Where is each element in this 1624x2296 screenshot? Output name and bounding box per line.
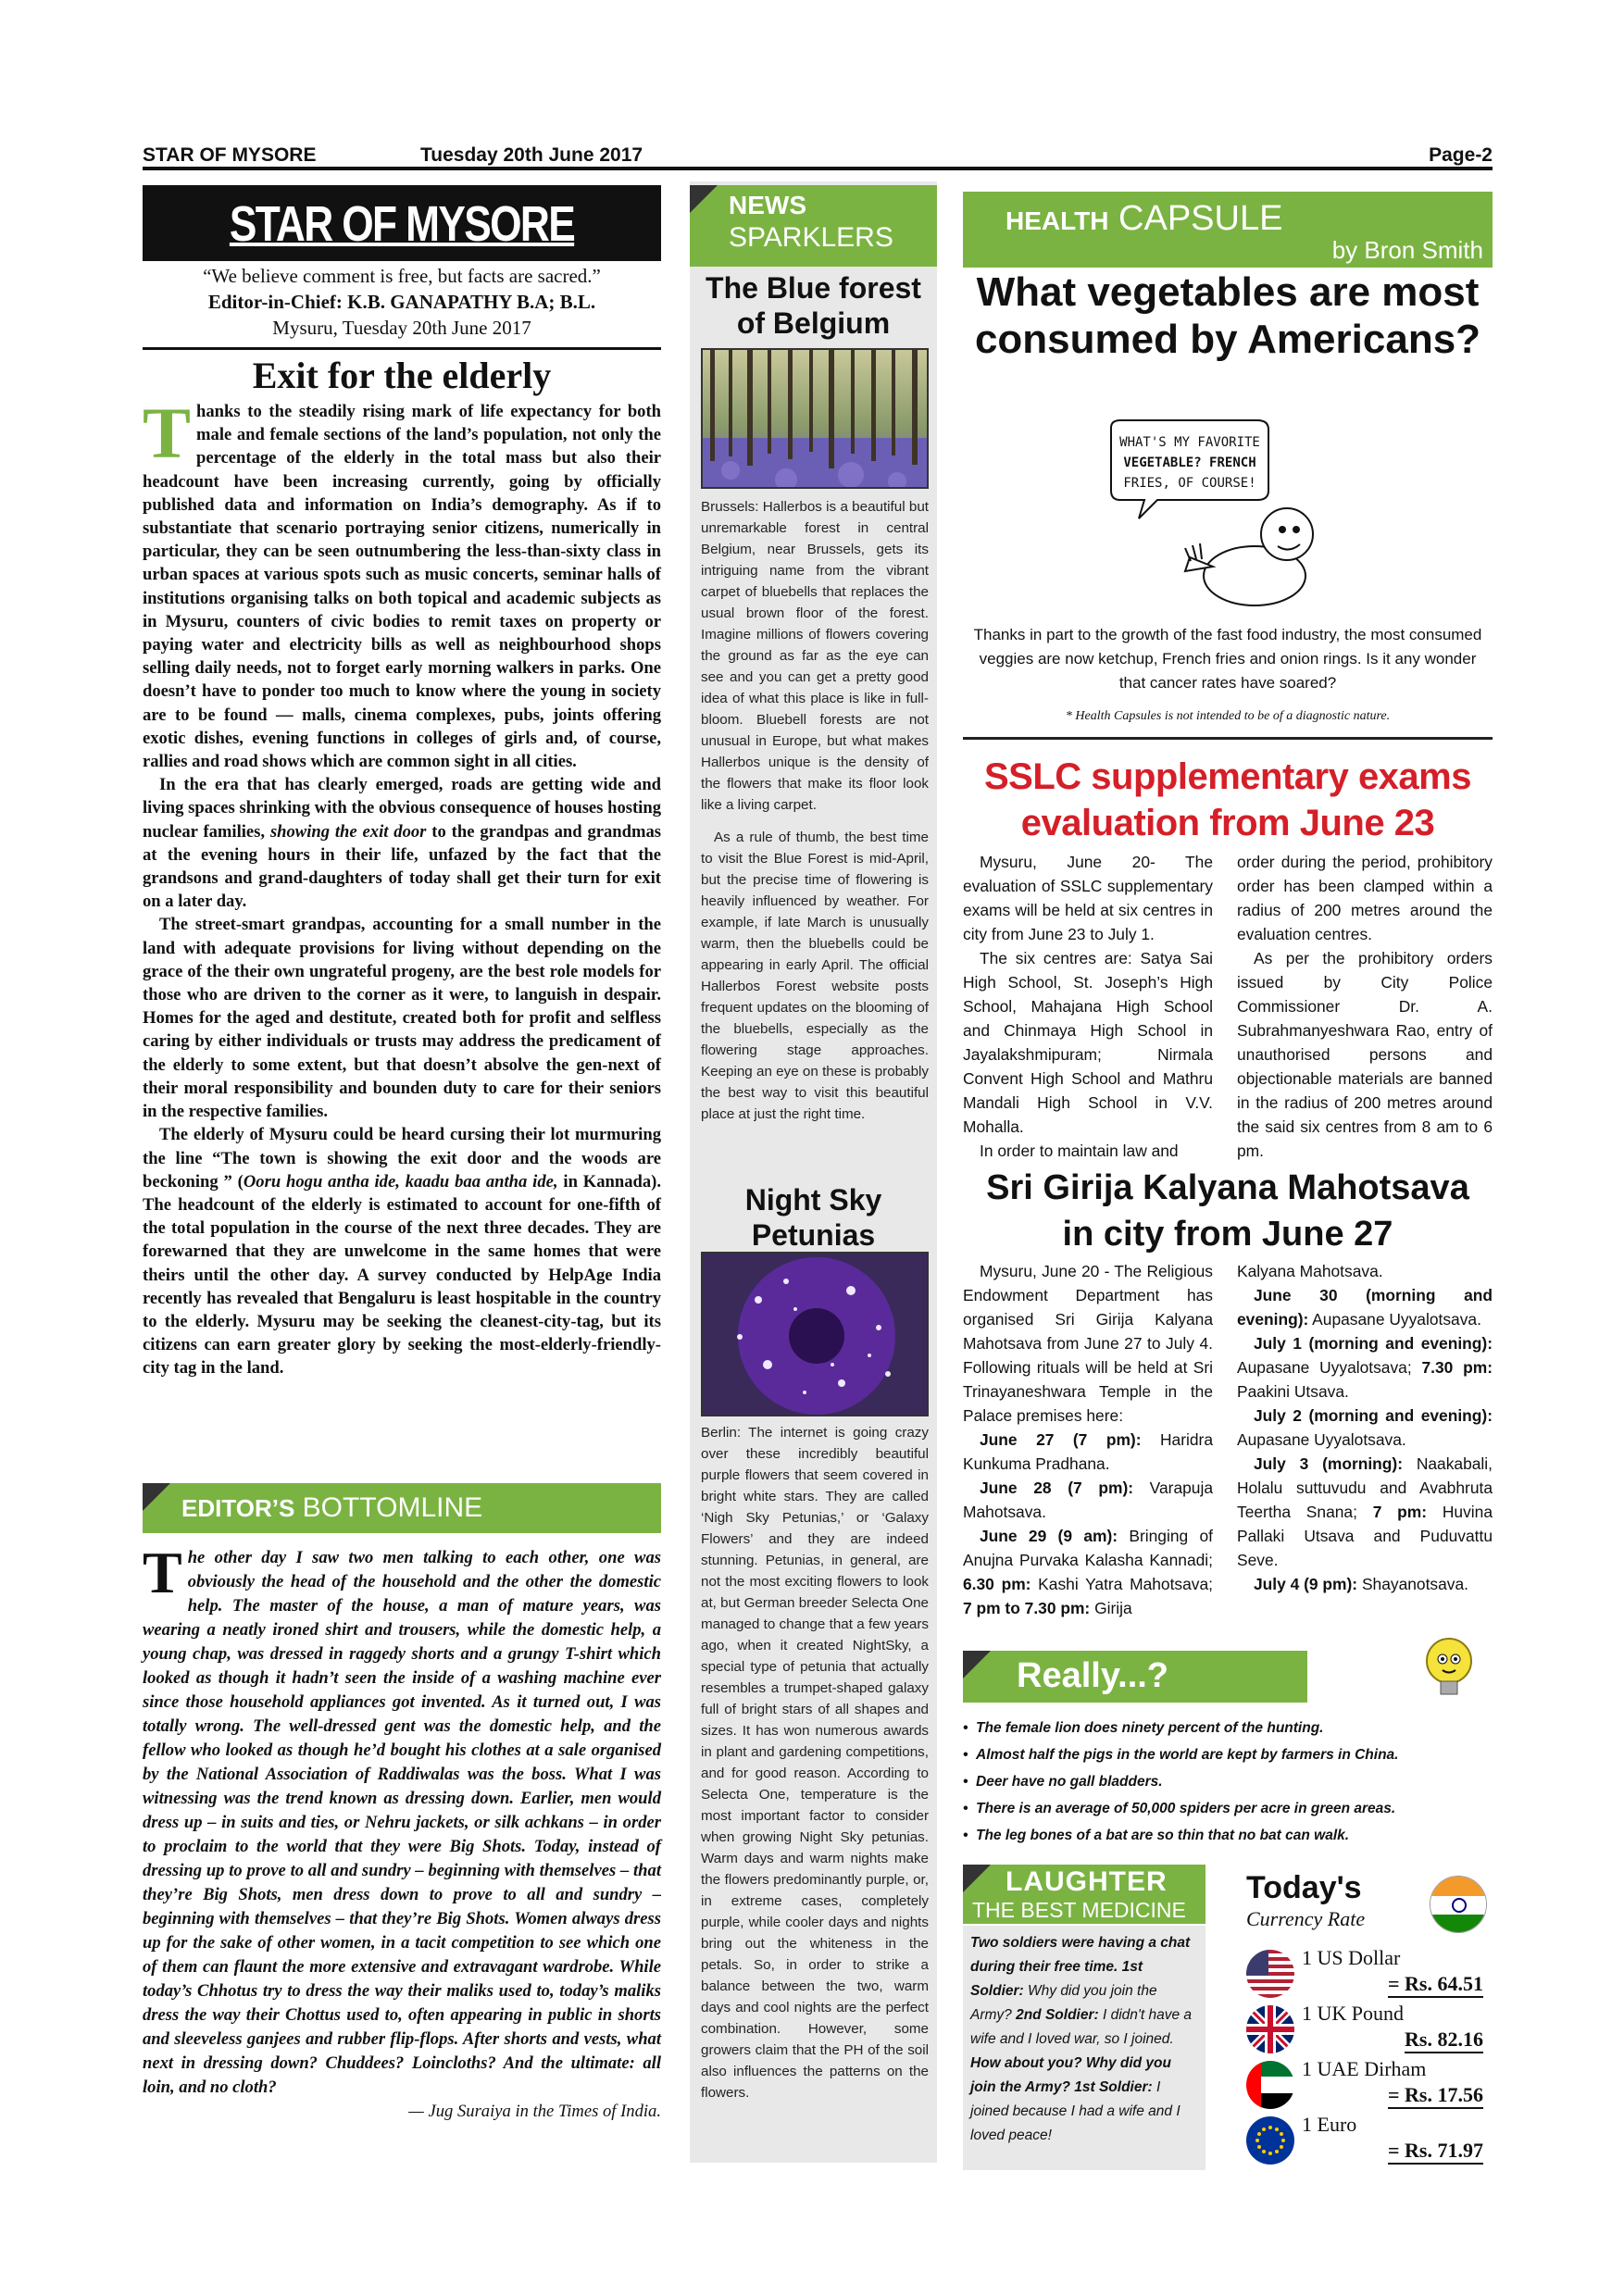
currency-row <box>1237 2057 1493 2113</box>
event-text: Huvina Pallaki Utsava and Puduvattu Seve. <box>1237 1503 1493 1569</box>
event-text: Paakini Utsava. <box>1237 1382 1349 1401</box>
sparkler-text <box>701 1422 929 2103</box>
event-text: Varapuja Mahotsava. <box>963 1479 1214 1521</box>
girija-paragraph: Mysuru, June 20 - The Religious Endowment Department has organised Sri Girija Kalyana Mahotsava from June 27 to July 4. Following rituals will be held at Sri Trinayaneshwara Temple in the Palace premises here: <box>963 1262 1213 1425</box>
petunia-photo <box>701 1252 929 1416</box>
drop-cap: T <box>143 1540 182 1605</box>
currency-row <box>1237 2002 1493 2057</box>
sslc-paragraph: As per the prohibitory orders issued by City Police Commissioner Dr. A. Subrahmanyeshwara Rao, entry of unauthorised persons and objectionable materials are banned in the radius of 200 metres around the said six centres from 8 am to 6 pm. <box>1237 949 1493 1160</box>
drop-cap: T <box>143 393 192 473</box>
event-text: Shayanotsava. <box>1357 1575 1468 1593</box>
paper-name: STAR OF MYSORE <box>143 144 317 166</box>
issue-date: Tuesday 20th June 2017 <box>420 144 643 166</box>
event-text: Aupasane Uyyalotsava. <box>1308 1310 1481 1329</box>
editorial-body <box>143 393 662 1380</box>
fact-item: • Deer have no gall bladders. <box>963 1768 1493 1795</box>
girija-headline-line1: Sri Girija Kalyana Mahotsava <box>986 1168 1469 1207</box>
event-date: June 29 (9 am): <box>980 1527 1118 1545</box>
banner-bold: EDITOR’S <box>181 1494 295 1522</box>
bottomline-signature: — Jug Suraiya in the Times of India. <box>408 2102 661 2121</box>
joke-speaker: 1st Soldier: <box>1074 2079 1153 2095</box>
corner-triangle-icon <box>143 1483 170 1511</box>
uk-flag-icon <box>1246 2005 1294 2053</box>
event-date: June 28 (7 pm): <box>980 1479 1134 1497</box>
event-date: 7 pm: <box>1372 1503 1428 1521</box>
lightbulb-icon <box>1417 1631 1481 1705</box>
girija-paragraph: Kalyana Mahotsava. <box>1237 1262 1383 1280</box>
page-header <box>143 143 1493 170</box>
sslc-column-left <box>963 850 1213 1163</box>
fact-item: • There is an average of 50,000 spiders per acre in green areas. <box>963 1795 1493 1822</box>
currency-value: Rs. 82.16 <box>1405 2028 1483 2053</box>
event-text: Haridra Kunkuma Pradhana. <box>963 1430 1213 1473</box>
event-text: Aupasane Uyyalotsava. <box>1237 1430 1406 1449</box>
banner-line1: LAUGHTER <box>1006 1866 1168 1897</box>
divider <box>963 737 1493 740</box>
laughter-banner <box>963 1865 1206 1924</box>
sslc-headline-line2: evaluation from June 23 <box>1020 803 1435 843</box>
editorial-paragraph: to the grandpas and grandmas at the evening hours in their life, unfazed by the fact that the grandsons and grand-daughters of today shall get their turn for exit on a later day. <box>143 821 662 912</box>
event-date: July 3 (morning): <box>1254 1454 1404 1473</box>
health-capsule-banner <box>963 192 1493 268</box>
banner-label: BOTTOMLINE <box>294 1492 483 1523</box>
sparkler-paragraph: Brussels: Hallerbos is a beautiful but unremarkable forest in central Belgium, near Brussels, gets its intriguing name from the vibrant carpet of bluebells that replaces the usual brown floor of the forest. Imagine millions of flowers covering the ground as far as the eye can see and you can get a pretty good idea of what this place is like in full-bloom. Bluebell forests are not unusual in Europe, but what makes Hallerbos unique is the density of the flowers that make its floor look like a living carpet. <box>701 499 929 813</box>
joke-line: I joined because I had a wife and I loved peace! <box>970 2079 1181 2143</box>
editorial-paragraph: The elderly of Mysuru could be heard cursing their lot murmuring the line “The town is showing the exit door and the woods are beckoning ” ( <box>143 1125 661 1192</box>
bottomline-body <box>143 1540 661 2124</box>
divider <box>143 347 661 350</box>
currency-value: = Rs. 17.56 <box>1388 2083 1483 2109</box>
corner-triangle-icon <box>963 1651 991 1678</box>
corner-triangle-icon <box>690 185 718 213</box>
usa-flag-icon <box>1246 1950 1294 1998</box>
fact-item: • Almost half the pigs in the world are kept by farmers in China. <box>963 1741 1493 1768</box>
banner-label: Really...? <box>1017 1656 1169 1695</box>
fact-item: • The leg bones of a bat are so thin that no bat can walk. <box>963 1822 1493 1849</box>
banner-bold: HEALTH <box>1006 206 1109 235</box>
sparkler-text <box>701 496 929 1125</box>
currency-name: 1 Euro <box>1302 2113 1357 2136</box>
event-text: Naakabali, Holalu suttuvudu and Avabhruta Teertha Snana; <box>1237 1454 1493 1521</box>
bottomline-banner <box>143 1483 661 1533</box>
currency-value: = Rs. 71.97 <box>1388 2139 1483 2165</box>
sparkler-title: The Blue forest of Belgium <box>706 271 921 340</box>
page-number: Page-2 <box>1429 144 1493 166</box>
sslc-column-right <box>1237 850 1493 1163</box>
motto: “We believe comment is free, but facts are sacred.” <box>203 265 601 287</box>
laughter-joke <box>963 1926 1206 2170</box>
editorial-paragraph: in Kannada). The headcount of the elderly is estimated to account for one-fifth of the total population in the course of the next three decades. They are forewarned that they are unwelcome in the same homes that were theirs until the other day. A survey conducted by HelpAge India recently has revealed that Bengaluru is least hospitable in the country to the elderly. Mysuru may be seeking the cleanest-city-tag, but its citizens can earn greater glory by seeking the most-elderly-friendly-city tag in the land. <box>143 1171 661 1379</box>
india-flag-icon <box>1430 1876 1487 1933</box>
girija-column-right <box>1237 1259 1493 1596</box>
event-date: 7.30 pm: <box>1421 1358 1493 1377</box>
sslc-paragraph: Mysuru, June 20- The evaluation of SSLC supplementary exams will be held at six centres in city from June 23 to July 1. <box>963 853 1213 943</box>
svg-text:VEGETABLE? FRENCH: VEGETABLE? FRENCH <box>1123 455 1256 470</box>
bottomline-text: he other day I saw two men talking to each other, one was obviously the head of the household and the other the domestic help. The master of the house, a man of mature years, was wearing a neatly ironed shirt and trousers, while the domestic help, a young chap, was dressed in raggedy shorts and a grungy T-shirt which looked as though it hadn’t seen the inside of a washing machine ever since those household appliances got invented. As it turned out, I was totally wrong. The well-dressed gent was the domestic help, and the fellow who looked as though he’d bought his clothes at a sale organised by the National Association of Raddiwalas was the boss. What I was witnessing was the trend known as dressing down. Earlier, men would dress up – in suits and ties, or Nehru jackets, or silk achkans – in order to proclaim to the world that they were Big Shots. Today, instead of dressing up to prove to all and sundry – beginning with themselves – that they’re Big Shots, men dress down to prove to all and sundry – beginning with themselves – that they’re Big Shots. Women always dress up for the sake of other women, in a tacit competition to see which one of them can flaunt the more extensive and extravagant wardrobe. While today’s Chhotus try to dress the way their maliks used to, today’s maliks dress the way their Chottus used to, often appearing in public in shorts and sleeveless ganjees and rubber flip-flops. After shorts and vests, what next in dressing down? Chuddees? Loincloths? And the ultimate: all loin, and no cloth? <box>143 1548 661 2097</box>
event-date: 7 pm to 7.30 pm: <box>963 1599 1091 1617</box>
currency-value: = Rs. 64.51 <box>1388 1972 1483 1998</box>
event-text: Girija <box>1090 1599 1132 1617</box>
currency-subtitle: Currency Rate <box>1246 1907 1366 1930</box>
banner-line1: NEWS <box>729 191 806 219</box>
banner-label: CAPSULE <box>1108 199 1283 238</box>
joke-line: How about you? Why did you join the Army? <box>970 2055 1171 2095</box>
sparkler-title: Night Sky Petunias <box>744 1183 882 1252</box>
editorial-paragraph: hanks to the steadily rising mark of life expectancy for both male and female sections of the land’s population, not only the percentage of the elderly in the total mass but also their headcount have been increasing currently, going by officially published data and information on India’s demography. As if to substantiate that scenario portraying senior citizens, numerically in particular, they can be seen outnumbering the less-than-sixty class in urban spaces at various spots such as music concerts, seminar halls of institutions organising talks on both topical and academic subjects as in Mysuru, counters of civic bodies to remit taxes on property or paying water and electricity bills as well as neighbourhood shops selling daily needs, not to forget early morning walkers in parks. One doesn’t have to ponder too much to know where the young in society are to be found — malls, cinema complexes, pubs, joints offering exotic dishes, evening functions in colleges of girls and, of course, rallies and road shows which are common sight in all cities. <box>143 402 661 772</box>
corner-triangle-icon <box>963 1865 991 1892</box>
health-caption: Thanks in part to the growth of the fast food industry, the most consumed veggies are now ketchup, French fries and onion rings. Is it any wonder that cancer rates have soared? <box>973 626 1482 692</box>
masthead-info <box>143 263 661 341</box>
currency-row <box>1237 1946 1493 2002</box>
health-question: What vegetables are most consumed by Americans? <box>974 269 1481 362</box>
sparkler-paragraph: Berlin: The internet is going crazy over these incredibly beautiful purple flowers that seem covered in bright white stars. They are called ‘Nigh Sky Petunias,’ or ‘Galaxy Flowers’ and they are indeed stunning. Petunias, in general, are not the most exciting flowers to look at, but German breeder Selecta One managed to change that a few years ago, when it created NightSky, a special type of petunia that actually resembles a trumpet-shaped galaxy full of bright stars of all shapes and sizes. It has won numerous awards in plant and gardening competitions, and for good reason. According to Selecta One, temperature is the most important factor to consider when growing Night Sky petunias. Warm days and warm nights make the flowers predominantly purple, or, in extreme cases, completely purple, while cooler days and nights bring out the whiteness in the petals. So, in order to strike a balance between the two, warm days and cool nights are the perfect combination. However, some growers claim that the PH of the soil also influences the patterns on the flowers. <box>701 1425 929 2101</box>
editorial-italic: Ooru hogu antha ide, kaadu baa antha ide, <box>243 1171 558 1192</box>
fact-item: • The female lion does ninety percent of the hunting. <box>963 1715 1493 1741</box>
health-disclaimer: * Health Capsules is not intended to be of a diagnostic nature. <box>1065 709 1391 723</box>
sparklers-banner <box>690 185 937 267</box>
svg-text:FRIES, OF COURSE!: FRIES, OF COURSE! <box>1123 476 1256 491</box>
girija-headline-line2: in city from June 27 <box>1062 1215 1393 1254</box>
currency-title: Today's <box>1246 1870 1362 1905</box>
event-date: July 1 (morning and evening): <box>1254 1334 1493 1353</box>
sslc-paragraph: order during the period, prohibitory order has been clamped within a radius of 200 metres around the evaluation centres. <box>1237 853 1493 943</box>
event-date: July 4 (9 pm): <box>1254 1575 1358 1593</box>
byline: by Bron Smith <box>1331 236 1483 264</box>
currency-row <box>1237 2113 1493 2168</box>
editorial-italic: showing the exit door <box>269 821 427 842</box>
currency-name: 1 UK Pound <box>1302 2002 1405 2025</box>
event-text: Aupasane Uyyalotsava; <box>1237 1358 1422 1377</box>
sparkler-paragraph: As a rule of thumb, the best time to visit the Blue Forest is mid-April, but the precise time of flowering is heavily influenced by weather. For example, if late March is unusually warm, then the bluebells could be appearing in early April. The official Hallerbos Forest website posts frequent updates on the blooming of the bluebells, especially as the flowering stage approaches. Keeping an eye on these is probably the best way to visit this beautiful place at just the right time. <box>701 830 929 1122</box>
masthead <box>143 185 661 261</box>
svg-text:WHAT'S MY FAVORITE: WHAT'S MY FAVORITE <box>1119 435 1260 450</box>
joke-line: I didn't have a wife and I loved war, so I joined. <box>970 2007 1193 2047</box>
really-facts <box>963 1715 1493 1849</box>
editorial-title: Exit for the elderly <box>252 355 552 396</box>
dateline: Mysuru, Tuesday 20th June 2017 <box>272 317 531 339</box>
event-date: June 27 (7 pm): <box>980 1430 1142 1449</box>
event-date: July 2 (morning and evening): <box>1254 1406 1493 1425</box>
cartoon-image <box>1093 418 1361 608</box>
currency-box <box>1237 1870 1493 2176</box>
joke-speaker: 2nd Soldier: <box>1016 2007 1099 2023</box>
sslc-paragraph: In order to maintain law and <box>980 1142 1179 1160</box>
event-date: June 30 (morning and evening): <box>1237 1286 1493 1329</box>
masthead-title: STAR OF MYSORE <box>229 196 575 252</box>
joke-line: Why did you join the Army? <box>970 1983 1157 2023</box>
banner-line2: SPARKLERS <box>729 222 893 253</box>
currency-name: 1 US Dollar <box>1302 1946 1401 1969</box>
editorial-paragraph: In the era that has clearly emerged, roads are getting wide and living spaces shrinking with the obvious consequence of houses hosting nuclear families, <box>143 775 661 842</box>
sslc-paragraph: The six centres are: Satya Sai High School, St. Joseph’s High School, Mahajana High School and Chinmaya High School in Jayalakshmipuram; Nirmala Convent High School and Mathru Mandali High School in V.V. Mohalla. <box>963 949 1213 1136</box>
eu-flag-icon <box>1246 2116 1294 2165</box>
bluebell-forest-photo <box>701 348 929 489</box>
sslc-headline-line1: SSLC supplementary exams <box>984 756 1471 797</box>
girija-column-left <box>963 1259 1213 1620</box>
currency-name: 1 UAE Dirham <box>1302 2057 1427 2080</box>
event-text: Bringing of Anujna Purvaka Kalasha Kannadi; <box>963 1527 1213 1569</box>
editorial-paragraph: The street-smart grandpas, accounting for a small number in the land with adequate provisions for living without depending on the grace of the their own ungrateful progeny, are the best role models for those who are driven to the corner as it were, to languish in despair. Homes for the aged and destitute, created both for profit and selfless caring by either individuals or trusts may address the predicament of the elderly to some extent, but that doesn’t absolve the gen-next of their moral responsibility and bounden duty to care for their seniors in the respective families. <box>143 915 661 1122</box>
editor-line: Editor-in-Chief: K.B. GANAPATHY B.A; B.L. <box>207 291 596 313</box>
uae-flag-icon <box>1246 2061 1294 2109</box>
really-banner <box>963 1651 1307 1703</box>
joke-intro: Two soldiers were having a chat during their free time. <box>970 1935 1191 1975</box>
banner-line2: THE BEST MEDICINE <box>972 1898 1186 1922</box>
joke-speaker: 1st Soldier: <box>970 1959 1143 1999</box>
event-date: 6.30 pm: <box>963 1575 1031 1593</box>
event-text: Kashi Yatra Mahotsava; <box>1031 1575 1213 1593</box>
